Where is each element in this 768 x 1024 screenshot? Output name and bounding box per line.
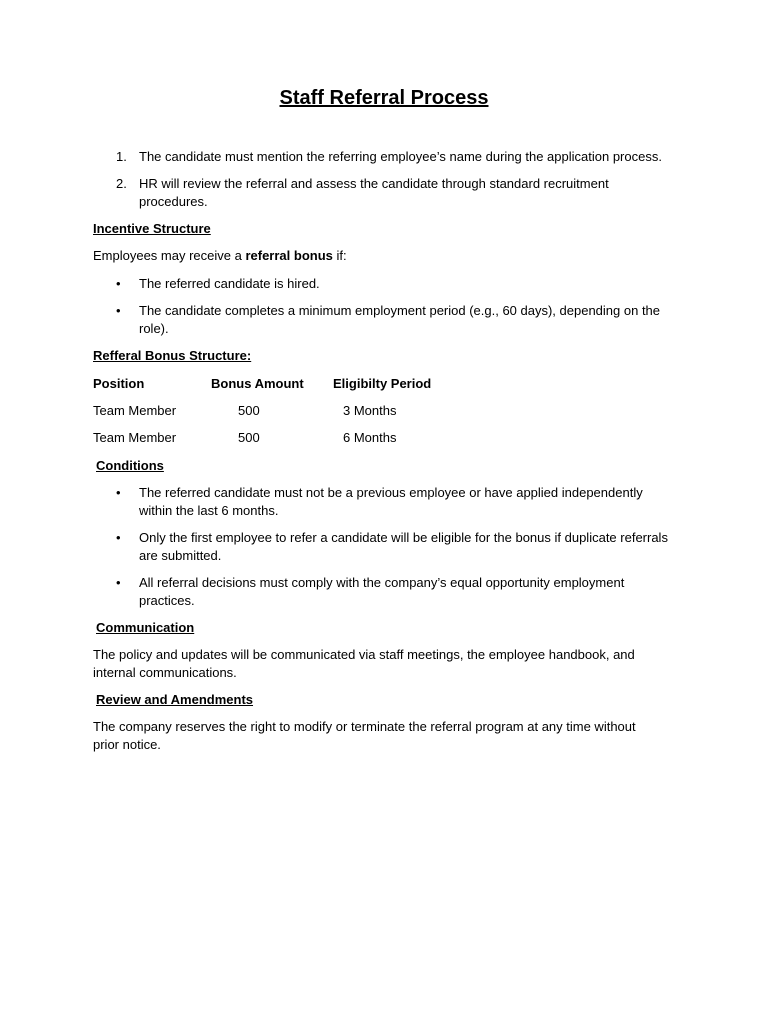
- condition-bullet-text: Only the first employee to refer a candidate will be eligible for the bonus if duplicate referrals are submitted.: [139, 530, 668, 563]
- cell-position: Team Member: [93, 403, 177, 418]
- step-text: The candidate must mention the referring employee’s name during the application process.: [139, 149, 662, 164]
- cell-amount: 500: [238, 430, 260, 445]
- incentive-intro-suffix: if:: [332, 248, 347, 263]
- incentive-intro-bold: referral bonus: [245, 248, 333, 263]
- communication-heading: Communication: [96, 620, 195, 635]
- incentive-intro-prefix: Employees may receive a: [93, 248, 246, 263]
- review-text: The company reserves the right to modify or terminate the referral program at any time without prior notice.: [93, 719, 636, 752]
- cell-position: Team Member: [93, 430, 177, 445]
- condition-bullet-text: All referral decisions must comply with the company’s equal opportunity employment practices.: [139, 575, 625, 608]
- document-title: Staff Referral Process: [279, 87, 489, 109]
- incentive-bullet-text: The referred candidate is hired.: [139, 276, 320, 291]
- conditions-heading: Conditions: [96, 458, 164, 473]
- incentive-intro: [93, 247, 653, 265]
- step-number: 1.: [116, 149, 127, 164]
- bullet-icon: •: [116, 485, 121, 500]
- bullet-icon: •: [116, 276, 121, 291]
- cell-period: 6 Months: [343, 430, 397, 445]
- review-heading: Review and Amendments: [96, 692, 254, 707]
- step-text: HR will review the referral and assess the candidate through standard recruitment procedures.: [139, 176, 609, 209]
- incentive-heading: Incentive Structure: [93, 221, 211, 236]
- condition-bullet-text: The referred candidate must not be a previous employee or have applied independently within the last 6 months.: [139, 485, 643, 518]
- column-header-position: Position: [93, 376, 145, 391]
- column-header-bonus-amount: Bonus Amount: [211, 376, 304, 391]
- communication-text: The policy and updates will be communicated via staff meetings, the employee handbook, and internal communications.: [93, 647, 635, 680]
- cell-period: 3 Months: [343, 403, 397, 418]
- bullet-icon: •: [116, 530, 121, 545]
- bullet-icon: •: [116, 575, 121, 590]
- incentive-bullet-text: The candidate completes a minimum employment period (e.g., 60 days), depending on the role).: [139, 303, 661, 336]
- cell-amount: 500: [238, 403, 260, 418]
- column-header-eligibility-period: Eligibilty Period: [333, 376, 432, 391]
- step-number: 2.: [116, 176, 127, 191]
- bullet-icon: •: [116, 303, 121, 318]
- bonus-structure-heading: Refferal Bonus Structure:: [93, 348, 252, 363]
